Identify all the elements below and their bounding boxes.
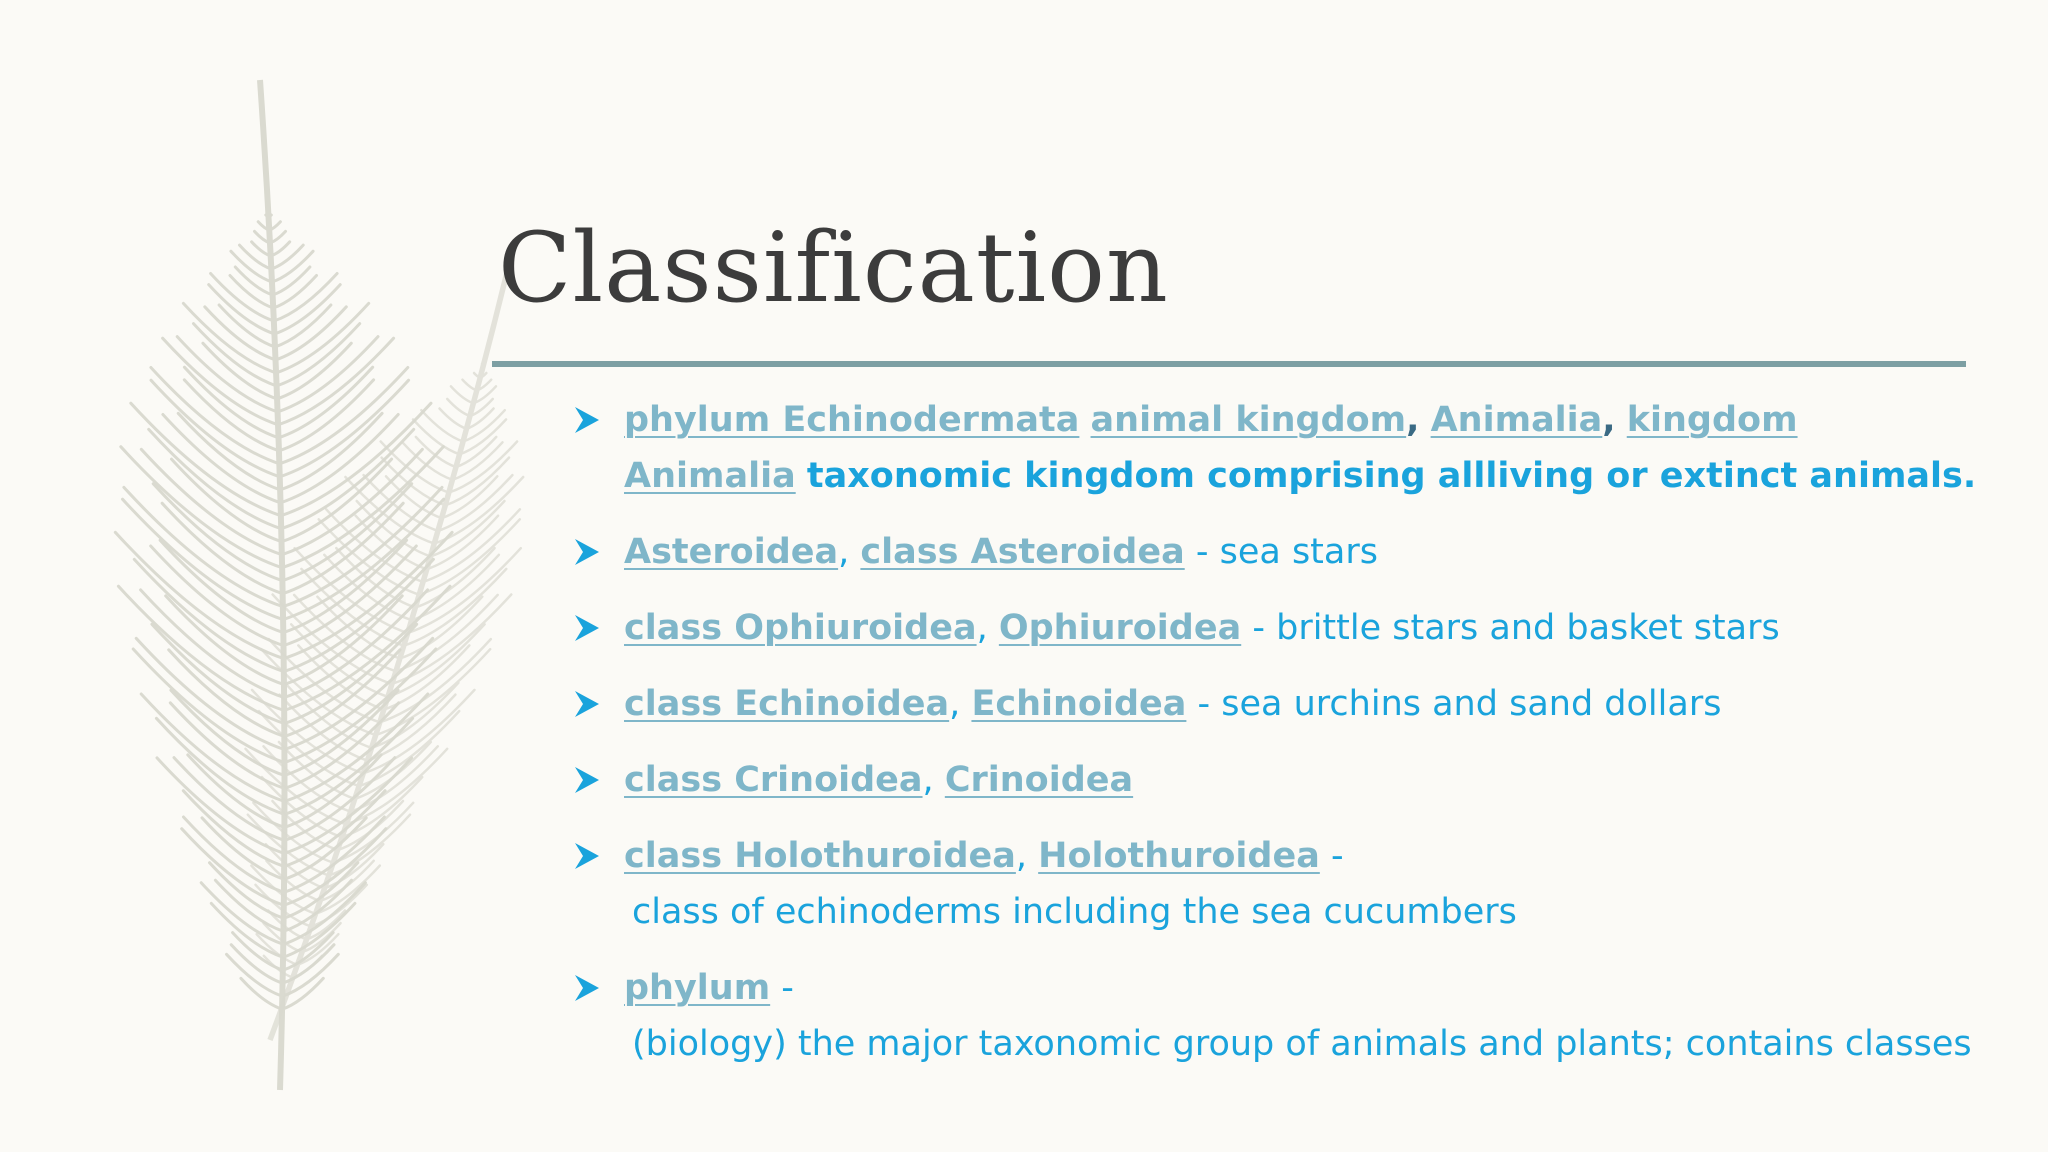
link-crinoidea[interactable]: Crinoidea — [944, 760, 1134, 800]
bullet-list — [570, 392, 2010, 1092]
link-holothuroidea[interactable]: Holothuroidea — [1038, 836, 1320, 876]
bullet-description: class of echinoderms including the sea cucumbers — [632, 892, 1517, 932]
bullet-description: - brittle stars and basket stars — [1241, 608, 1780, 648]
link-ophiuroidea[interactable]: Ophiuroidea — [998, 608, 1242, 648]
bullet-item — [570, 392, 2010, 504]
link-phylum-echinodermata[interactable]: phylum Echinodermata — [624, 400, 1080, 440]
separator: , — [838, 532, 850, 572]
link-animalia[interactable]: Animalia — [1430, 400, 1603, 440]
separator: , — [949, 684, 961, 724]
link-class-echinoidea[interactable]: class Echinoidea — [624, 684, 950, 724]
bullet-item — [570, 524, 2010, 580]
bullet-item — [570, 676, 2010, 732]
link-class-asteroidea[interactable]: class Asteroidea — [860, 532, 1185, 572]
bullet-item — [570, 752, 2010, 808]
arrow-bullet-icon — [570, 600, 604, 656]
link-animal-kingdom[interactable]: animal kingdom — [1090, 400, 1407, 440]
separator: , — [976, 608, 988, 648]
bullet-item — [570, 960, 2010, 1072]
separator: , — [922, 760, 934, 800]
link-asteroidea[interactable]: Asteroidea — [624, 532, 839, 572]
bullet-description: - sea urchins and sand dollars — [1186, 684, 1722, 724]
arrow-bullet-icon — [570, 676, 604, 732]
separator: , — [1602, 400, 1616, 440]
bullet-description: (biology) the major taxonomic group of animals and plants; contains classes — [632, 1024, 1972, 1064]
separator: , — [1406, 400, 1420, 440]
arrow-bullet-icon — [570, 960, 604, 1016]
bullet-dash: - — [1319, 836, 1344, 876]
arrow-bullet-icon — [570, 392, 604, 448]
separator: , — [1015, 836, 1028, 876]
bullet-description: taxonomic kingdom comprising allliving or extinct animals. — [806, 456, 1977, 496]
title-divider — [492, 361, 1966, 367]
arrow-bullet-icon — [570, 752, 604, 808]
link-class-holothuroidea[interactable]: class Holothuroidea — [624, 836, 1016, 876]
link-phylum[interactable]: phylum — [624, 968, 771, 1008]
arrow-bullet-icon — [570, 524, 604, 580]
link-kingdom[interactable]: kingdom — [1626, 400, 1798, 440]
bullet-dash: - — [770, 968, 794, 1008]
slide-title: Classification — [498, 212, 1169, 324]
link-class-ophiuroidea[interactable]: class Ophiuroidea — [624, 608, 977, 648]
bullet-item — [570, 828, 2010, 940]
link-echinoidea[interactable]: Echinoidea — [971, 684, 1187, 724]
bullet-description: - sea stars — [1184, 532, 1378, 572]
bullet-item — [570, 600, 2010, 656]
arrow-bullet-icon — [570, 828, 604, 884]
link-class-crinoidea[interactable]: class Crinoidea — [624, 760, 923, 800]
link-animalia-2[interactable]: Animalia — [624, 456, 796, 496]
